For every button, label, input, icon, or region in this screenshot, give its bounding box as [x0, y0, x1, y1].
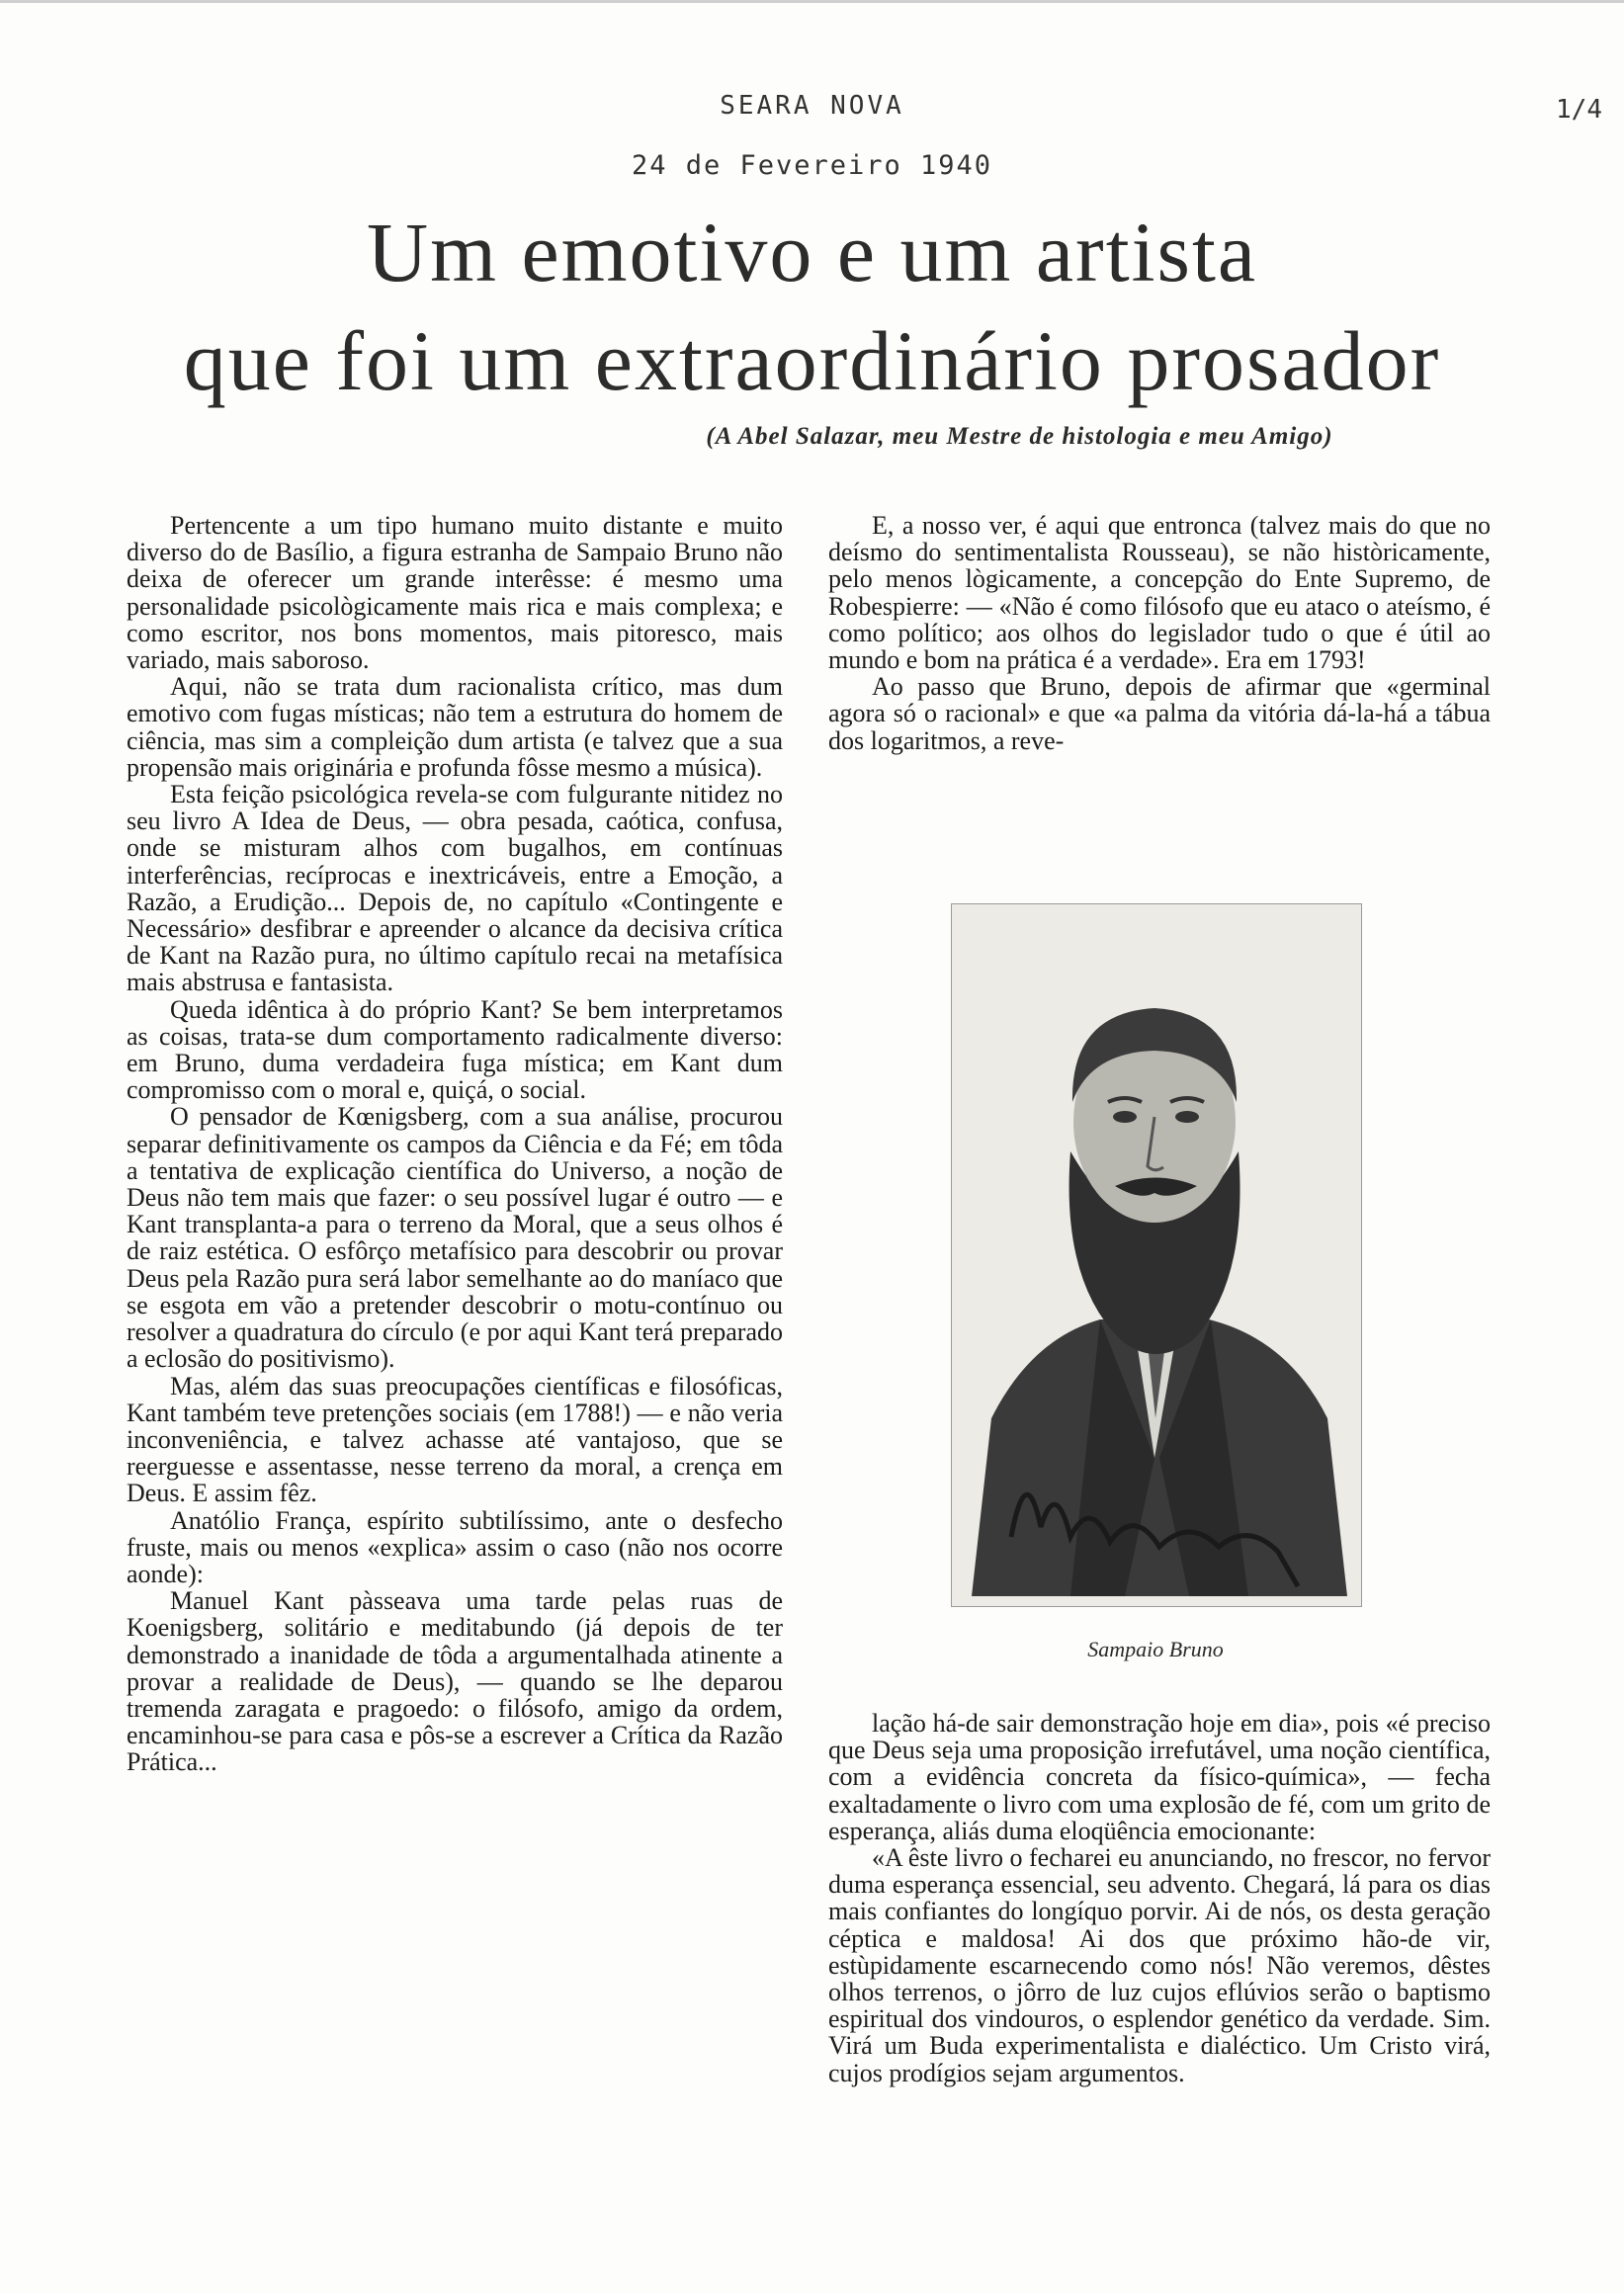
publication-date: 24 de Fevereiro 1940	[631, 150, 993, 181]
paragraph: lação há-de sair demonstração hoje em dia», pois «é preciso que Deus seja uma proposição irrefutável, uma noção científica, com a evidência concreta da físico-química», — fecha exaltadamente o livro com uma explosão de fé, com um grito de esperança, aliás duma eloqüência emocionante:	[828, 1709, 1491, 1845]
paragraph: «A êste livro o fecharei eu anunciando, no frescor, no fervor duma esperança essencial, seu advento. Chegará, lá para os dias mais confiantes do longíquo porvir. Ai de nós, os desta geração céptica e maldosa! Ai dos que próximo hão-de vir, estùpidamente escarnecendo como nós! Não veremos, dêstes olhos terrenos, o jôrro de luz cujos eflúvios serão o baptismo espiritual dos vindouros, o esplendor genético da verdade. Sim. Virá um Buda experimentalista e dialéctico. Um Cristo virá, cujos prodígios sejam argumentos.	[828, 1843, 1491, 2087]
article-title-line-1: Um emotivo e um artista	[366, 205, 1258, 299]
paragraph: Anatólio França, espírito subtilíssimo, ante o desfecho fruste, mais ou menos «explica» assim o caso (não nos ocorre aonde):	[127, 1505, 783, 1588]
paragraph: Manuel Kant pàsseava uma tarde pelas ruas de Koenigsberg, solitário e meditabundo (já depois de ter demonstrado a inanidade de tôda a argumentalhada atinente a provar a realidade de Deus), — quando se lhe deparou tremenda zaragata e pragoedo: o filósofo, amigo da ordem, encaminhou-se para casa e pôs-se a escrever a Crítica da Razão Prática...	[127, 1586, 783, 1777]
paragraph: E, a nosso ver, é aqui que entronca (talvez mais do que no deísmo do sentimentalista Rousseau), se não històricamente, pelo menos lògicamente, a concepção do Ente Supremo, de Robespierre: — «Não é como filósofo que eu ataco o ateísmo, é como político; aos olhos do legislador tudo o que é útil ao mundo e bom na prática é a verdade». Era em 1793!	[828, 511, 1491, 675]
paragraph: Ao passo que Bruno, depois de afirmar que «germinal agora só o racional» e que «a palma da vitória dá-la-há a tábua dos logaritmos, a reve-	[828, 672, 1491, 755]
paragraph: O pensador de Kœnigsberg, com a sua análise, procurou separar definitivamente os campos da Ciência e da Fé; em tôda a tentativa de explicação científica do Universo, a noção de Deus não tem mais que fazer: o seu possível lugar é outro — e Kant transplanta-a para o terreno da Moral, que a seus olhos é de raiz estética. O esfôrço metafísico para descobrir ou provar Deus pela Razão pura será labor semelhante ao do maníaco que se esgota em vão a pretender descobrir o motu-contínuo ou resolver a quadratura do círculo (e por aqui Kant terá preparado a eclosão do positivismo).	[127, 1102, 783, 1374]
right-column-top	[828, 512, 1491, 754]
signature-text	[952, 904, 953, 905]
page-number: 1/4	[1556, 95, 1602, 125]
paragraph: Pertencente a um tipo humano muito distante e muito diverso do de Basílio, a figura estranha de Sampaio Bruno não deixa de oferecer um grande interêsse: é mesmo uma personalidade psicològicamente mais rica e mais complexa; e como escritor, nos bons momentos, mais pitoresco, mais variado, mais saboroso.	[127, 511, 783, 675]
portrait-image	[951, 903, 1362, 1607]
right-column-bottom	[828, 1710, 1491, 2086]
paragraph: Esta feição psicológica revela-se com fulgurante nitidez no seu livro A Idea de Deus, — obra pesada, caótica, confusa, onde se misturam alhos com bugalhos, em contínuas interferências, recíprocas e inextricáveis, entre a Emoção, a Razão, a Erudição... Depois de, no capítulo «Contingente e Necessário» desfibrar e apreender o alcance da decisiva crítica de Kant na Razão pura, no último capítulo recai na metafísica mais abstrusa e fantasista.	[127, 780, 783, 997]
paragraph: Mas, além das suas preocupações científicas e filosóficas, Kant também teve pretenções sociais (em 1788!) — e não veria inconveniência, e talvez achasse até vantajoso, que se reerguesse e assentasse, nesse terreno da moral, a crença em Deus. E assim fêz.	[127, 1371, 783, 1508]
top-rule	[0, 0, 1624, 3]
article-title-line-2: que foi um extraordinário prosador	[183, 313, 1441, 408]
left-column	[127, 512, 783, 1776]
article-dedication: (A Abel Salazar, meu Mestre de histologia e meu Amigo)	[706, 423, 1333, 450]
publication-name: SEARA NOVA	[720, 91, 904, 121]
figure-caption: Sampaio Bruno	[1087, 1637, 1224, 1661]
paragraph: Queda idêntica à do próprio Kant? Se bem interpretamos as coisas, trata-se dum comportamento radicalmente diverso: em Bruno, duma verdadeira fuga mística; em Kant dum compromisso com o moral e, quiçá, o social.	[127, 994, 783, 1105]
paragraph: Aqui, não se trata dum racionalista crítico, mas dum emotivo com fugas místicas; não tem a estrutura do homem de ciência, mas sim a compleição dum artista (e talvez que a sua propensão mais originária e profunda fôsse mesmo a música).	[127, 672, 783, 782]
